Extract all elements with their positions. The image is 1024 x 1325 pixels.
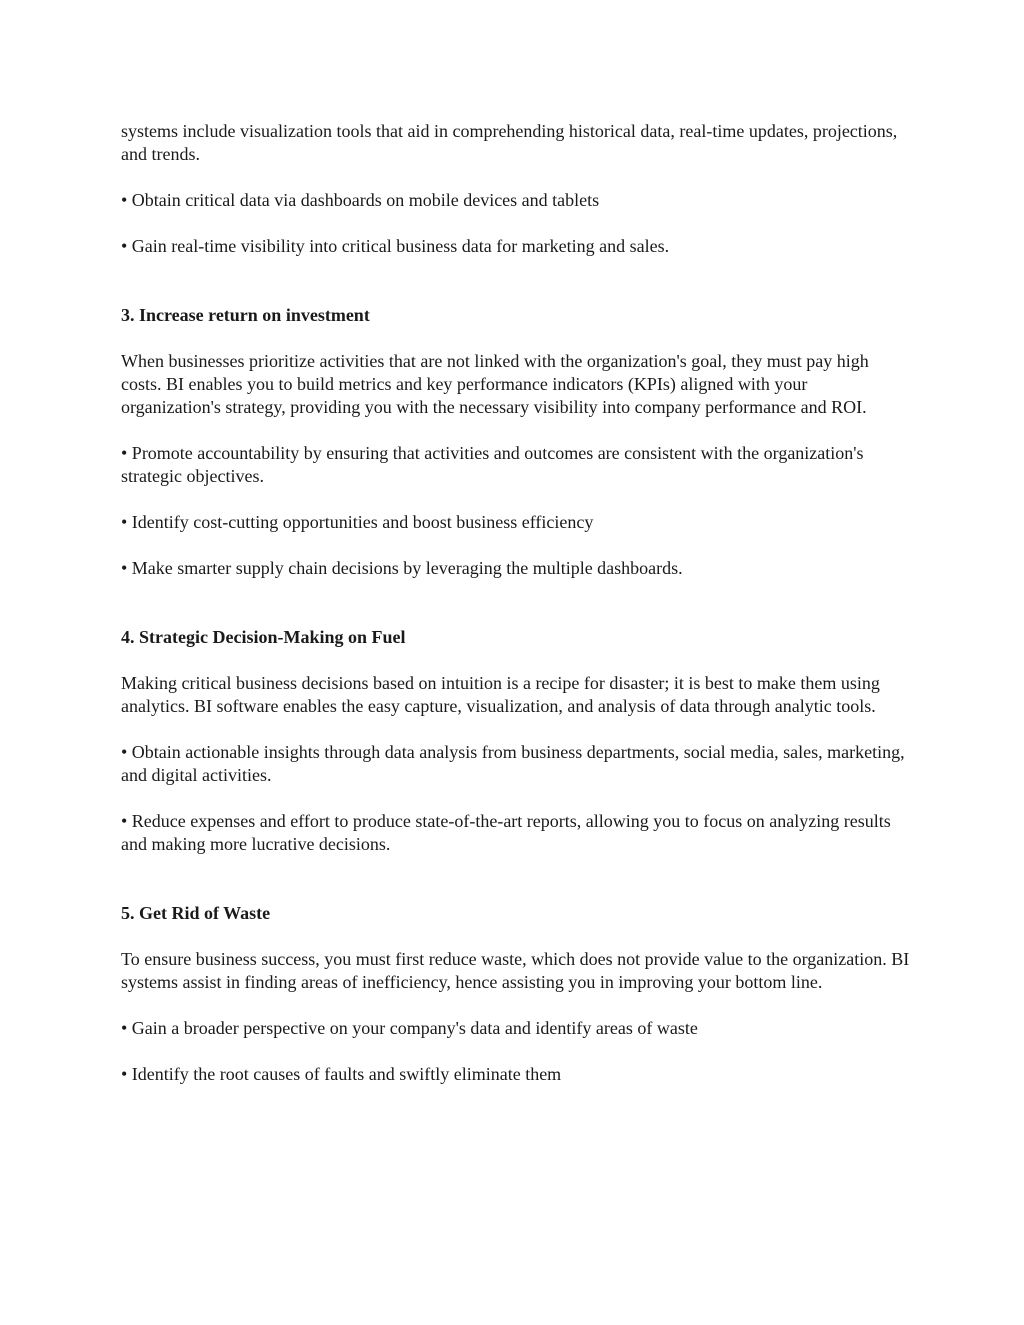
section-bullet: • Gain a broader perspective on your company's data and identify areas of waste — [121, 1018, 698, 1038]
section-bullet: • Identify the root causes of faults and swiftly eliminate them — [121, 1064, 562, 1084]
section-paragraph: To ensure business success, you must first reduce waste, which does not provide value to the organization. BI systems assist in finding areas of inefficiency, hence assisting you in improving your bottom line. — [121, 949, 910, 992]
section-heading: 4. Strategic Decision-Making on Fuel — [121, 627, 406, 647]
section-bullet: • Obtain actionable insights through data analysis from business departments, social media, sales, marketing, and digital activities. — [121, 742, 905, 785]
section-heading: 5. Get Rid of Waste — [121, 903, 271, 923]
section-heading: 3. Increase return on investment — [121, 305, 370, 325]
section-paragraph: When businesses prioritize activities that are not linked with the organization's goal, they must pay high costs. BI enables you to build metrics and key performance indicators (KPIs) aligned with your organization's strategy, providing you with the necessary visibility into company performance and ROI. — [121, 351, 869, 417]
intro-paragraph: systems include visualization tools that aid in comprehending historical data, real-time updates, projections, and trends. — [121, 121, 898, 164]
section-bullet: • Reduce expenses and effort to produce state-of-the-art reports, allowing you to focus on analyzing results and making more lucrative decisions. — [121, 811, 891, 854]
section-paragraph: Making critical business decisions based on intuition is a recipe for disaster; it is best to make them using analytics. BI software enables the easy capture, visualization, and analysis of data through analytic tools. — [121, 673, 880, 716]
intro-bullet: • Gain real-time visibility into critical business data for marketing and sales. — [121, 236, 670, 256]
section-bullet: • Make smarter supply chain decisions by leveraging the multiple dashboards. — [121, 558, 683, 578]
section-bullet: • Identify cost-cutting opportunities and boost business efficiency — [121, 512, 594, 532]
section-bullet: • Promote accountability by ensuring that activities and outcomes are consistent with the organization's strategic objectives. — [121, 443, 864, 486]
document-page — [121, 120, 911, 1109]
intro-bullet: • Obtain critical data via dashboards on mobile devices and tablets — [121, 190, 600, 210]
